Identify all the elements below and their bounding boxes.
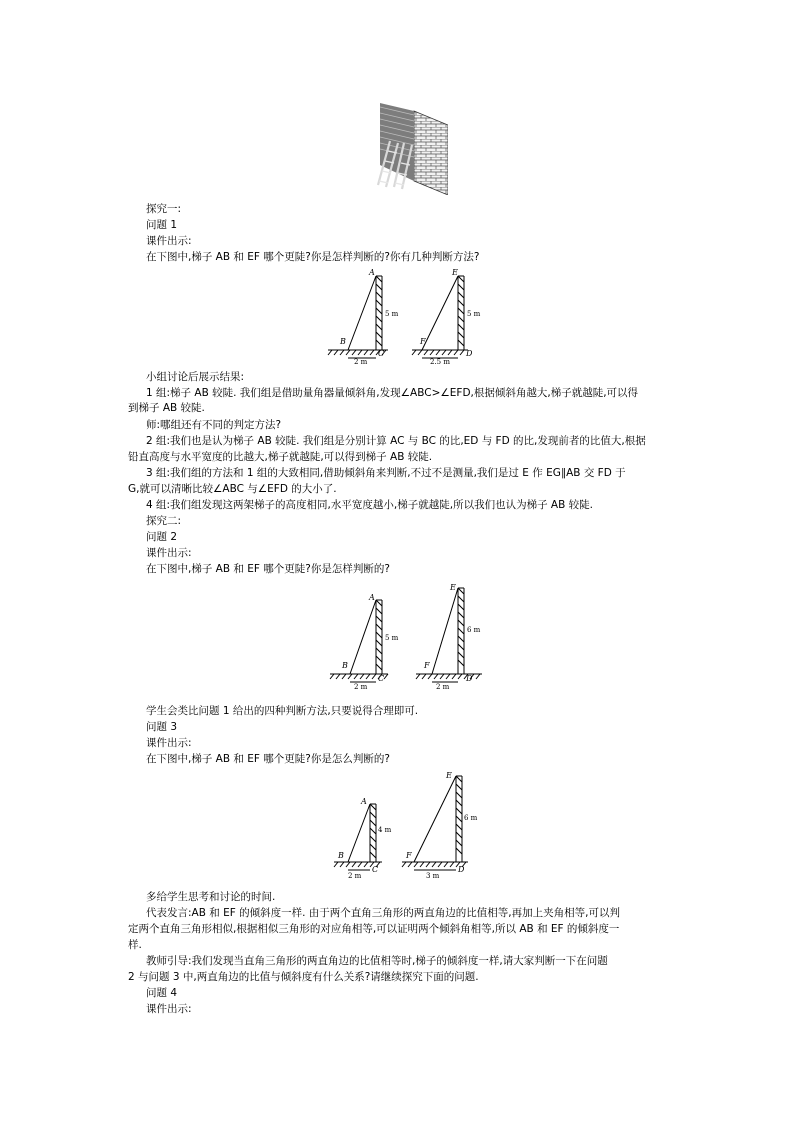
fig2-label-b: B [342,661,348,670]
fig1-label-d: D [466,349,473,358]
show1-label: 课件出示: [146,235,192,247]
fig2-width-right: 2 m [436,683,450,691]
fig1-label-e: E [452,268,458,277]
figure-1 [324,266,494,366]
fig3-width-right: 3 m [426,872,440,880]
fig1-label-c: C [378,349,385,358]
fig3-label-e: E [446,771,452,780]
fig3-label-f: F [406,851,412,860]
fig2-height-left: 5 m [385,634,399,642]
group1-line2: 到梯子 AB 较陡. [128,402,205,414]
discussion-intro: 小组讨论后展示结果: [146,371,245,383]
question3-text: 在下图中,梯子 AB 和 EF 哪个更陡?你是怎么判断的? [146,753,390,765]
fig3-label-b: B [338,851,344,860]
fig3-label-d: D [458,865,465,874]
fig1-label-f: F [420,337,426,346]
teacher-guide-line2: 2 与问题 3 中,两直角边的比值与倾斜度有什么关系?请继续探究下面的问题. [128,971,479,983]
fig2-label-a: A [369,593,375,602]
group2-line1: 2 组:我们也是认为梯子 AB 较陡. 我们组是分别计算 AC 与 BC 的比,ED 与 FD 的比,发现前者的比值大,根据 [146,435,646,447]
representative-line2: 定两个直角三角形相似,根据相似三角形的对应角相等,可以证明两个倾斜角相等,所以 AB 和 EF 的倾斜度一 [128,923,620,935]
teacher-question: 师:哪组还有不同的判定方法? [146,419,282,431]
figure-2 [324,582,494,692]
representative-line3: 样. [128,939,142,951]
problem2-heading: 问题 2 [146,531,178,543]
fig1-label-a: A [369,268,375,277]
fig2-label-f: F [424,661,430,670]
problem1-heading: 问题 1 [146,219,178,231]
group3-line2: G,就可以清晰比较∠ABC 与∠EFD 的大小了. [128,483,337,495]
fig1-width-left: 2 m [354,358,368,366]
group4-line: 4 组:我们组发现这两架梯子的高度相同,水平宽度越小,梯子就越陡,所以我们也认为梯子 AB 较陡. [146,499,593,511]
fig3-label-a: A [361,797,367,806]
fig3-width-left: 2 m [348,872,362,880]
fig1-height-left: 5 m [385,310,399,318]
figure-3 [330,770,480,882]
question2-text: 在下图中,梯子 AB 和 EF 哪个更陡?你是怎样判断的? [146,563,390,575]
show4-label: 课件出示: [146,1003,192,1015]
fig2-label-d: D [466,674,473,683]
fig2-label-c: C [378,674,385,683]
problem3-heading: 问题 3 [146,721,178,733]
fig3-height-right: 6 m [464,814,478,822]
fig1-height-right: 5 m [467,310,481,318]
question1-text: 在下图中,梯子 AB 和 EF 哪个更陡?你是怎样判断的?你有几种判断方法? [146,251,480,263]
representative-line1: 代表发言:AB 和 EF 的倾斜度一样. 由于两个直角三角形的两直角边的比值相等,再加上夹角相等,可以判 [146,907,620,919]
fig2-width-left: 2 m [354,683,368,691]
fig3-height-left: 4 m [378,826,392,834]
explore1-heading: 探究一: [146,203,182,215]
group2-line2: 铅直高度与水平宽度的比越大,梯子就越陡,可以得到梯子 AB 较陡. [128,451,433,463]
group3-line1: 3 组:我们组的方法和 1 组的大致相同,借助倾斜角来判断,不过不是测量,我们是过 E 作 EG∥AB 交 FD 于 [146,467,626,479]
fig3-label-c: C [372,865,379,874]
teacher-guide-line1: 教师引导:我们发现当直角三角形的两直角边的比值相等时,梯子的倾斜度一样,请大家判断一下在问题 [146,955,608,967]
more-time-note: 多给学生思考和讨论的时间. [146,891,276,903]
group1-line1: 1 组:梯子 AB 较陡. 我们组是借助量角器量倾斜角,发现∠ABC>∠EFD,根据倾斜角越大,梯子就越陡,可以得 [146,387,639,399]
show2-label: 课件出示: [146,547,192,559]
problem4-heading: 问题 4 [146,987,178,999]
student-note: 学生会类比问题 1 给出的四种判断方法,只要说得合理即可. [146,705,419,717]
show3-label: 课件出示: [146,737,192,749]
fig2-label-e: E [450,583,456,592]
fig1-label-b: B [340,337,346,346]
fig2-height-right: 6 m [467,626,481,634]
fig1-width-right: 2.5 m [430,358,450,366]
ladder-wall-illustration [376,103,448,195]
explore2-heading: 探究二: [146,515,182,527]
